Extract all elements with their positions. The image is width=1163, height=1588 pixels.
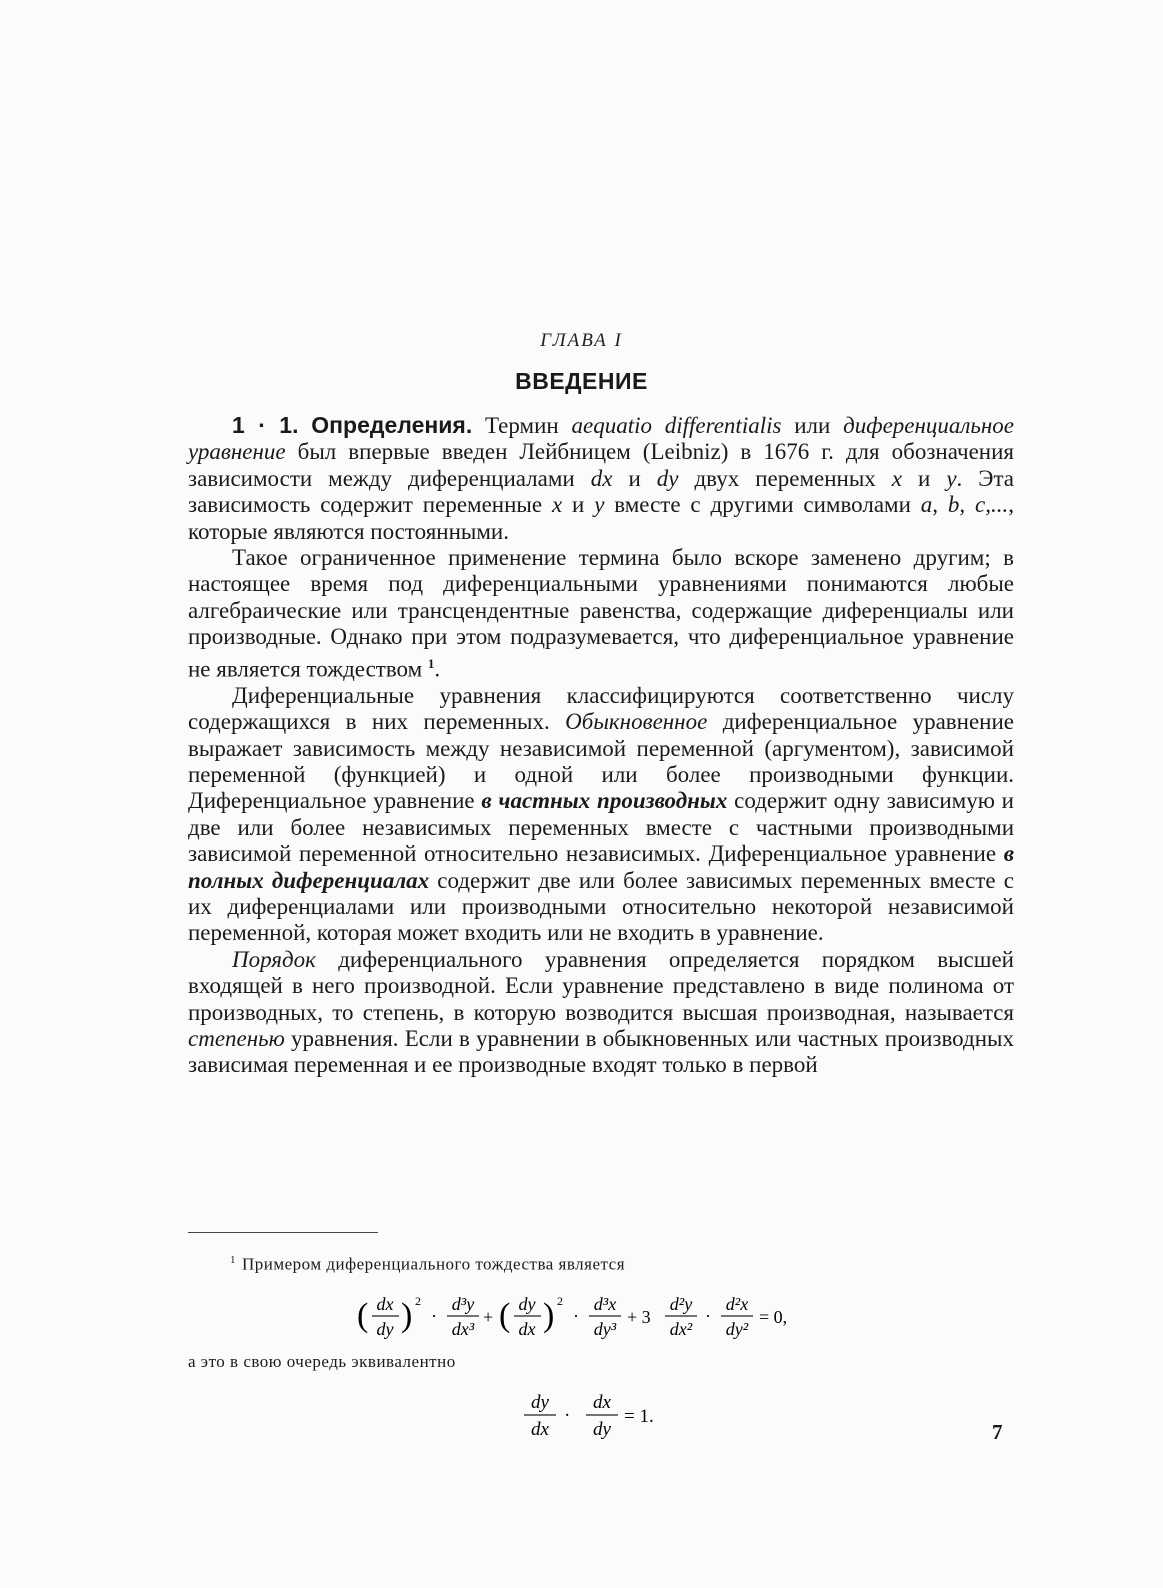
frac-den: dx³ <box>451 1319 475 1339</box>
frac-num: d³y <box>451 1294 475 1314</box>
text-run: был впервые введен Лейбницем (Leibniz) в 1676 г. для обозначения зависимости между диференциалами <box>188 439 1014 491</box>
frac-num: d²x <box>725 1294 749 1314</box>
equivalent-equation <box>520 1388 700 1448</box>
term-emphasis: степенью <box>188 1026 285 1051</box>
paren-right: ) <box>401 1297 413 1334</box>
text-run: диференциальное уравнение выражает зависимость между независимой переменной (аргументом), зависимой переменной (функцией) и одной или более производными функции. Диференциальное уравнение <box>188 709 1014 814</box>
frac-den: dy <box>376 1319 394 1339</box>
math-var: dy <box>656 465 679 491</box>
paren-right: ) <box>543 1297 555 1334</box>
term-emphasis: Обыкновенное <box>565 709 708 735</box>
exponent: 2 <box>557 1294 563 1308</box>
dot-operator: · <box>705 1306 711 1326</box>
frac-num: d²y <box>669 1294 693 1314</box>
math-var: a, b, c,... <box>920 492 1009 518</box>
math-var: dx <box>590 465 613 491</box>
text-run: . Эта зависимость содержит переменные <box>188 465 1014 518</box>
footnote-text <box>230 1254 625 1275</box>
footnote-divider <box>188 1232 378 1233</box>
frac-den: dx² <box>669 1319 693 1339</box>
text-run: Термин <box>472 413 572 438</box>
text-run: Диференциальные уравнения классифицируются соответственно числу содержащихся в них переменных. <box>188 682 1014 735</box>
text-run: двух переменных <box>678 465 892 491</box>
term-emphasis: Порядок <box>232 946 316 972</box>
text-run: или <box>781 413 844 438</box>
frac-num: dx <box>593 1392 611 1413</box>
text-run: и <box>562 492 595 518</box>
paren-left: ( <box>357 1297 369 1334</box>
equation-rhs: = 1. <box>624 1406 654 1427</box>
page-number: 7 <box>992 1420 1003 1444</box>
text-run: содержит две или более зависимых переменных вместе с их диференциалами или производными относительно некоторой независимой переменной, которая может входить или не входить в уравнение. <box>188 867 1014 946</box>
text-run: . <box>434 656 441 682</box>
footnote-sentence: Примером диференциального тождества является <box>242 1254 626 1274</box>
text-run: содержит одну зависимую и две или более независимых переменных вместе с частными производными зависимой переменной относительно независимых. Диференциальное уравнение <box>188 788 1014 867</box>
term-emphasis: в полных диференциалах <box>188 841 1014 893</box>
identity-equation <box>355 1288 855 1348</box>
main-text <box>188 412 1014 1079</box>
text-run: Такое ограниченное применение термина было вскоре заменено другим; в настоящее время под диференциальными уравнениями понимаются любые алгебраические или трансцендентные равенства, содержащие диференциалы или производные. Однако при этом подразумевается, что диференциальное уравнение не является тождеством <box>188 545 1014 682</box>
term-emphasis: диференциальное уравнение <box>188 413 1015 465</box>
footnote-equivalence-text: а это в свою очередь эквивалентно <box>188 1352 456 1371</box>
latin-term: aequatio differentialis <box>571 413 782 438</box>
chapter-title: ВВЕДЕНИЕ <box>515 368 648 394</box>
frac-num: dy <box>531 1392 549 1413</box>
frac-den: dy <box>593 1419 611 1440</box>
footnote-ref[interactable]: 1 <box>427 655 435 671</box>
term-emphasis: в частных производных <box>481 788 728 814</box>
text-run: уравнения. Если в уравнении в обыкновенных или частных производных зависимая переменная и ее производные входят только в первой <box>188 1026 1014 1078</box>
paren-left: ( <box>499 1297 511 1334</box>
equation-rhs: = 0, <box>759 1307 788 1327</box>
section-title: Определения. <box>311 412 473 438</box>
math-var: x <box>891 465 903 491</box>
text-run: вместе с другими символами <box>604 492 921 518</box>
frac-num: dy <box>518 1294 536 1314</box>
chapter-label: ГЛАВА I <box>540 330 623 351</box>
frac-den: dx <box>518 1319 536 1339</box>
frac-num: d³x <box>593 1294 617 1314</box>
text-run: и <box>902 465 947 491</box>
paragraph-definitions <box>188 412 1014 545</box>
section-number: 1 · 1. <box>232 412 299 438</box>
math-var: y <box>946 465 957 491</box>
text-run: и <box>612 465 657 491</box>
text-run: диференциального уравнения определяется порядком высшей входящей в него производной. Если уравнение представлено в виде полинома от производных, то степень, в которую возводится высшая производная, называется <box>188 946 1014 1025</box>
dot-operator: · <box>431 1306 437 1326</box>
paragraph-order <box>188 947 1014 1079</box>
frac-den: dy³ <box>593 1319 617 1339</box>
dot-operator: · <box>573 1306 579 1326</box>
paragraph-scope <box>188 545 1014 683</box>
plus-operator: + <box>483 1307 494 1327</box>
math-var: y <box>594 492 605 518</box>
footnote-mark: 1 <box>230 1254 236 1266</box>
frac-den: dy² <box>725 1319 749 1339</box>
exponent: 2 <box>415 1294 421 1308</box>
frac-num: dx <box>376 1294 394 1314</box>
frac-den: dx <box>531 1419 549 1440</box>
dot-operator: · <box>564 1405 571 1426</box>
plus-operator: + 3 <box>627 1307 651 1327</box>
math-var: x <box>551 492 563 518</box>
paragraph-classification <box>188 683 1014 947</box>
text-run: , которые являются постоянными. <box>188 492 1014 544</box>
